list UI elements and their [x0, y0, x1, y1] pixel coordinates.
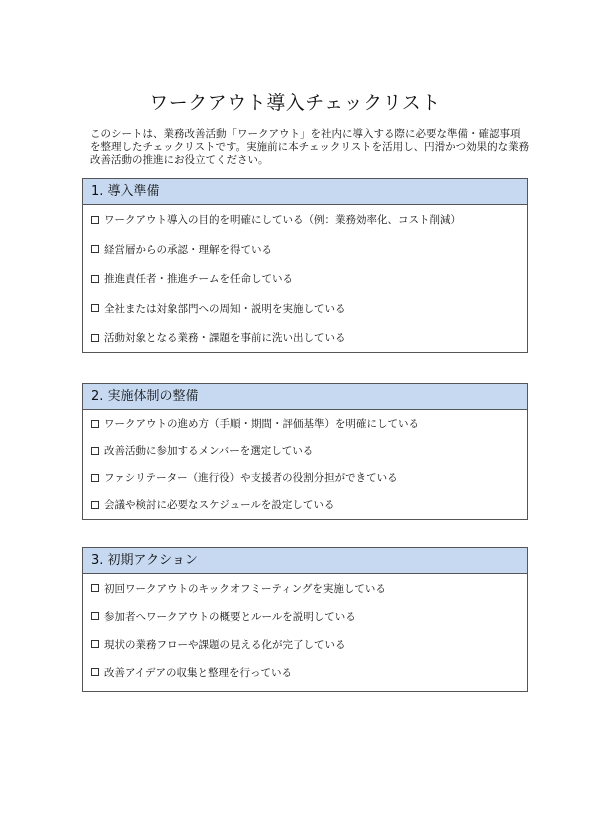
- checklist-item[interactable]: [83, 235, 527, 265]
- checklist-item-label: 改善アイデアの収集と整理を行っている: [104, 666, 293, 679]
- checkbox-icon[interactable]: [91, 275, 99, 283]
- section-items: [83, 574, 527, 686]
- checklist-item-label: ワークアウト導入の目的を明確にしている（例：業務効率化、コスト削減）: [104, 214, 461, 227]
- section-items: [83, 205, 527, 353]
- section-heading: 2. 実施体制の整備: [83, 384, 527, 410]
- checklist-item[interactable]: [83, 602, 527, 630]
- checkbox-icon[interactable]: [91, 447, 99, 455]
- checklist-item[interactable]: [83, 264, 527, 294]
- checkbox-icon[interactable]: [91, 334, 99, 342]
- checklist-item-label: 参加者へワークアウトの概要とルールを説明している: [104, 610, 356, 623]
- checklist-item[interactable]: [83, 491, 527, 518]
- checklist-item[interactable]: [83, 464, 527, 491]
- checkbox-icon[interactable]: [91, 420, 99, 428]
- checkbox-icon[interactable]: [91, 216, 99, 224]
- section-items: [83, 410, 527, 518]
- section-implementation-structure: [82, 383, 528, 520]
- checklist-item[interactable]: [83, 323, 527, 353]
- checkbox-icon[interactable]: [91, 612, 99, 620]
- checklist-item[interactable]: [83, 437, 527, 464]
- checklist-item[interactable]: [83, 630, 527, 658]
- checkbox-icon[interactable]: [91, 584, 99, 592]
- checklist-item[interactable]: [83, 574, 527, 602]
- checklist-item-label: 改善活動に参加するメンバーを選定している: [104, 445, 314, 457]
- checklist-item-label: 会議や検討に必要なスケジュールを設定している: [104, 499, 335, 511]
- checklist-item-label: 経営層からの承認・理解を得ている: [104, 243, 272, 256]
- section-introduction-prep: [82, 178, 528, 353]
- checklist-item[interactable]: [83, 205, 527, 235]
- section-heading: 3. 初期アクション: [83, 548, 527, 574]
- checkbox-icon[interactable]: [91, 501, 99, 509]
- checkbox-icon[interactable]: [91, 304, 99, 312]
- checkbox-icon[interactable]: [91, 474, 99, 482]
- checkbox-icon[interactable]: [91, 668, 99, 676]
- section-initial-actions: [82, 547, 528, 692]
- checklist-item-label: 推進責任者・推進チームを任命している: [104, 273, 293, 286]
- checklist-item-label: 全社または対象部門への周知・説明を実施している: [104, 302, 346, 315]
- section-heading: 1. 導入準備: [83, 179, 527, 205]
- checkbox-icon[interactable]: [91, 245, 99, 253]
- checklist-item[interactable]: [83, 658, 527, 686]
- checklist-item-label: 活動対象となる業務・課題を事前に洗い出している: [104, 332, 346, 345]
- checklist-item-label: 現状の業務フローや課題の見える化が完了している: [104, 638, 346, 651]
- page-title: ワークアウト導入チェックリスト: [149, 92, 441, 114]
- checklist-item-label: ファシリテーター（進行役）や支援者の役割分担ができている: [104, 472, 398, 484]
- checkbox-icon[interactable]: [91, 640, 99, 648]
- checklist-item[interactable]: [83, 410, 527, 437]
- checklist-item-label: 初回ワークアウトのキックオフミーティングを実施している: [104, 582, 386, 595]
- intro-text: このシートは、業務改善活動「ワークアウト」を社内に導入する際に必要な準備・確認事項を整理したチェックリストです。実施前に本チェックリストを活用し、円滑かつ効果的な業務改善活動の推進にお役立てください。: [90, 128, 530, 166]
- checklist-item-label: ワークアウトの進め方（手順・期間・評価基準）を明確にしている: [104, 418, 419, 430]
- checklist-item[interactable]: [83, 294, 527, 324]
